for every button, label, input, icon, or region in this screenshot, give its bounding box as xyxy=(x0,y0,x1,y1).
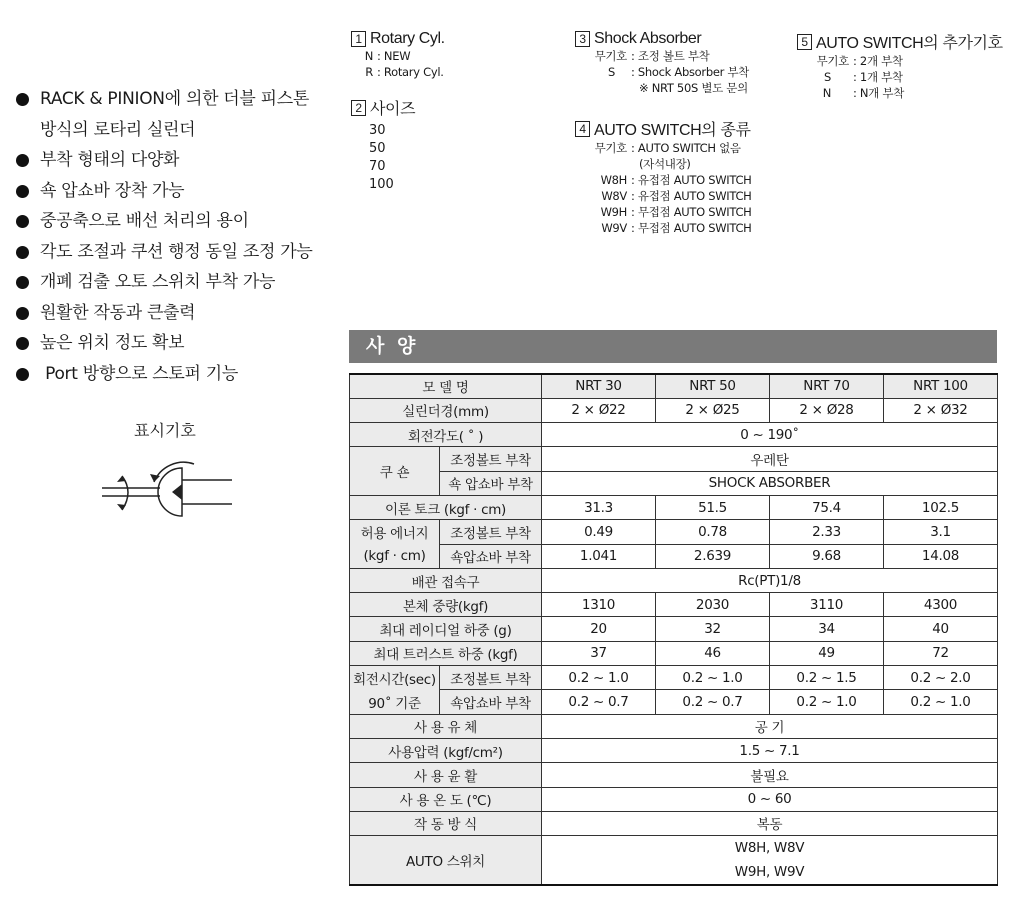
table-cell xyxy=(542,836,998,886)
size-item: 100 xyxy=(369,177,394,192)
row-label: 사용압력 (kgf/cm²) xyxy=(350,738,542,762)
row-label: 사 용 유 체 xyxy=(350,714,542,738)
row-label: 회전시간(sec) xyxy=(350,666,440,690)
bullet-icon xyxy=(16,307,29,320)
code-title: Rotary Cyl. xyxy=(370,30,445,47)
table-row-bore xyxy=(350,398,998,422)
table-cell: SHOCK ABSORBER xyxy=(542,471,998,495)
bullet-icon xyxy=(16,185,29,198)
table-row-temperature xyxy=(350,787,998,811)
row-label: AUTO 스위치 xyxy=(350,836,542,886)
row-label: 회전각도( ˚ ) xyxy=(350,423,542,447)
table-row-energy-shock xyxy=(350,544,998,568)
table-cell: 2.33 xyxy=(770,520,884,544)
table-header-cell: NRT 30 xyxy=(542,374,656,398)
table-cell: 0 ~ 60 xyxy=(542,787,998,811)
table-row-port xyxy=(350,568,998,592)
table-cell: 3.1 xyxy=(884,520,998,544)
table-cell: 31.3 xyxy=(542,495,656,519)
rotary-actuator-symbol-icon xyxy=(100,448,240,528)
code-number-box: 5 xyxy=(797,34,812,50)
table-cell: 2.639 xyxy=(656,544,770,568)
table-cell: 0.2 ~ 1.0 xyxy=(884,690,998,714)
table-row-torque xyxy=(350,495,998,519)
bullet-icon xyxy=(16,337,29,350)
table-cell: 40 xyxy=(884,617,998,641)
spec-section-title: 사 양 xyxy=(349,330,997,363)
table-cell: 2 × Ø28 xyxy=(770,398,884,422)
row-label: 배관 접속구 xyxy=(350,568,542,592)
table-cell: 2 × Ø32 xyxy=(884,398,998,422)
table-row-pressure xyxy=(350,738,998,762)
size-list xyxy=(369,122,415,194)
table-cell: 4300 xyxy=(884,593,998,617)
code-title: AUTO SWITCH의 추가기호 xyxy=(816,35,1003,52)
feature-item: 부착 형태의 다양화 xyxy=(14,145,344,176)
table-cell: 2 × Ø22 xyxy=(542,398,656,422)
table-row-cushion-bolt xyxy=(350,447,998,471)
row-label: 90˚ 기준 xyxy=(350,690,440,714)
table-cell: 102.5 xyxy=(884,495,998,519)
table-header-cell: NRT 70 xyxy=(770,374,884,398)
table-cell: 3110 xyxy=(770,593,884,617)
table-row-rotation-shock xyxy=(350,690,998,714)
code-number-box: 4 xyxy=(575,121,590,137)
table-row-action xyxy=(350,811,998,835)
code-block-rotary xyxy=(351,30,445,80)
table-cell: 우레탄 xyxy=(542,447,998,471)
size-item: 50 xyxy=(369,141,386,156)
table-row-energy-bolt xyxy=(350,520,998,544)
table-cell: 불필요 xyxy=(542,763,998,787)
code-title: Shock Absorber xyxy=(594,30,702,47)
table-cell: 14.08 xyxy=(884,544,998,568)
row-label: 허용 에너지 xyxy=(350,520,440,544)
code-number-box: 1 xyxy=(351,31,366,47)
table-row-rotation-bolt xyxy=(350,666,998,690)
table-cell: 1310 xyxy=(542,593,656,617)
table-cell: 1.041 xyxy=(542,544,656,568)
table-cell: 2030 xyxy=(656,593,770,617)
table-header-cell: 모 델 명 xyxy=(350,374,542,398)
code-block-size xyxy=(351,96,415,194)
code-block-switch-suffix xyxy=(797,30,1003,101)
table-cell: 72 xyxy=(884,641,998,665)
code-number-box: 3 xyxy=(575,31,590,47)
row-sublabel: 조정볼트 부착 xyxy=(440,520,542,544)
code-block-auto-switch xyxy=(575,117,752,236)
row-sublabel: 쇽 압쇼바 부착 xyxy=(440,471,542,495)
table-cell: 0.78 xyxy=(656,520,770,544)
code-option: N : N개 부착 xyxy=(822,86,905,100)
table-cell: 0.2 ~ 1.0 xyxy=(770,690,884,714)
table-cell: 0 ~ 190˚ xyxy=(542,423,998,447)
table-cell: 32 xyxy=(656,617,770,641)
code-block-shock-absorber xyxy=(575,30,749,96)
table-cell: 0.49 xyxy=(542,520,656,544)
table-row-radial xyxy=(350,617,998,641)
table-row-cushion-shock xyxy=(350,471,998,495)
table-cell: 49 xyxy=(770,641,884,665)
table-cell: 복동 xyxy=(542,811,998,835)
code-option: S : Shock Absorber 부착 xyxy=(608,65,749,79)
spec-table xyxy=(349,373,998,886)
code-option: (자석내장) xyxy=(639,157,691,171)
size-item: 30 xyxy=(369,123,386,138)
bullet-icon xyxy=(16,154,29,167)
row-label: 실린더경(mm) xyxy=(350,398,542,422)
table-cell: 0.2 ~ 2.0 xyxy=(884,666,998,690)
bullet-icon xyxy=(16,93,29,106)
table-cell: 20 xyxy=(542,617,656,641)
table-cell: 9.68 xyxy=(770,544,884,568)
table-cell: 0.2 ~ 1.0 xyxy=(656,666,770,690)
row-label: 사 용 윤 활 xyxy=(350,763,542,787)
table-row-lubrication xyxy=(350,763,998,787)
feature-list xyxy=(14,84,344,389)
code-option: ※ NRT 50S 별도 문의 xyxy=(639,81,748,95)
table-cell: 2 × Ø25 xyxy=(656,398,770,422)
bullet-icon xyxy=(16,215,29,228)
table-cell: 51.5 xyxy=(656,495,770,519)
row-sublabel: 쇽압쇼바 부착 xyxy=(440,690,542,714)
table-row-auto-switch xyxy=(350,836,998,886)
table-cell: 0.2 ~ 0.7 xyxy=(542,690,656,714)
row-label: 최대 트러스트 하중 (kgf) xyxy=(350,641,542,665)
table-row-angle xyxy=(350,423,998,447)
table-cell: 34 xyxy=(770,617,884,641)
code-number-box: 2 xyxy=(351,100,366,116)
table-header-cell: NRT 50 xyxy=(656,374,770,398)
table-cell: 46 xyxy=(656,641,770,665)
table-cell: 공 기 xyxy=(542,714,998,738)
feature-item: 쇽 압쇼바 장착 가능 xyxy=(14,176,344,207)
feature-item: 각도 조절과 쿠션 행정 동일 조정 가능 xyxy=(14,237,344,268)
feature-item: 개폐 검출 오토 스위치 부착 가능 xyxy=(14,267,344,298)
row-label: 작 동 방 식 xyxy=(350,811,542,835)
table-header-cell: NRT 100 xyxy=(884,374,998,398)
row-label: 사 용 온 도 (℃) xyxy=(350,787,542,811)
row-label: 최대 레이디얼 하중 (g) xyxy=(350,617,542,641)
row-sublabel: 조정볼트 부착 xyxy=(440,666,542,690)
feature-item: 높은 위치 정도 확보 xyxy=(14,328,344,359)
symbol-label: 표시기호 xyxy=(134,421,196,440)
row-label: 쿠 숀 xyxy=(350,447,440,496)
table-cell: 0.2 ~ 0.7 xyxy=(656,690,770,714)
feature-item: RACK & PINION에 의한 더블 피스톤 방식의 로타리 실린더 xyxy=(14,84,344,145)
code-option: S : 1개 부착 xyxy=(824,70,903,84)
auto-switch-value: W8H, W8V xyxy=(734,840,805,857)
code-option: N : NEW xyxy=(364,49,411,63)
feature-item: 중공축으로 배선 처리의 용이 xyxy=(14,206,344,237)
row-label: 이론 토크 (kgf · cm) xyxy=(350,495,542,519)
row-label: 본체 중량(kgf) xyxy=(350,593,542,617)
code-option: W9V : 무접점 AUTO SWITCH xyxy=(601,221,752,235)
table-cell: 0.2 ~ 1.0 xyxy=(542,666,656,690)
table-cell: 0.2 ~ 1.5 xyxy=(770,666,884,690)
row-sublabel: 조정볼트 부착 xyxy=(440,447,542,471)
code-option: W8H : 유접점 AUTO SWITCH xyxy=(600,173,752,187)
table-row-fluid xyxy=(350,714,998,738)
code-title: 사이즈 xyxy=(370,101,416,118)
code-option: R : Rotary Cyl. xyxy=(365,65,444,79)
bullet-icon xyxy=(16,246,29,259)
feature-item: 원활한 작동과 큰출력 xyxy=(14,298,344,329)
table-row-weight xyxy=(350,593,998,617)
table-cell: 37 xyxy=(542,641,656,665)
auto-switch-value: W9H, W9V xyxy=(734,864,805,881)
code-option: W9H : 무접점 AUTO SWITCH xyxy=(600,205,752,219)
table-row-model xyxy=(350,374,998,398)
feature-item: Port 방향으로 스토퍼 기능 xyxy=(14,359,344,390)
table-row-thrust xyxy=(350,641,998,665)
code-option: 무기호 : 조정 볼트 부착 xyxy=(594,49,710,63)
code-option: 무기호 : AUTO SWITCH 없음 xyxy=(594,141,741,155)
table-cell: 1.5 ~ 7.1 xyxy=(542,738,998,762)
code-option: W8V : 유접점 AUTO SWITCH xyxy=(601,189,752,203)
size-item: 70 xyxy=(369,159,386,174)
table-cell: 75.4 xyxy=(770,495,884,519)
bullet-icon xyxy=(16,276,29,289)
row-label: (kgf · cm) xyxy=(350,544,440,568)
table-cell: Rc(PT)1/8 xyxy=(542,568,998,592)
bullet-icon xyxy=(16,368,29,381)
code-option: 무기호 : 2개 부착 xyxy=(816,54,903,68)
code-title: AUTO SWITCH의 종류 xyxy=(594,122,751,139)
row-sublabel: 쇽압쇼바 부착 xyxy=(440,544,542,568)
